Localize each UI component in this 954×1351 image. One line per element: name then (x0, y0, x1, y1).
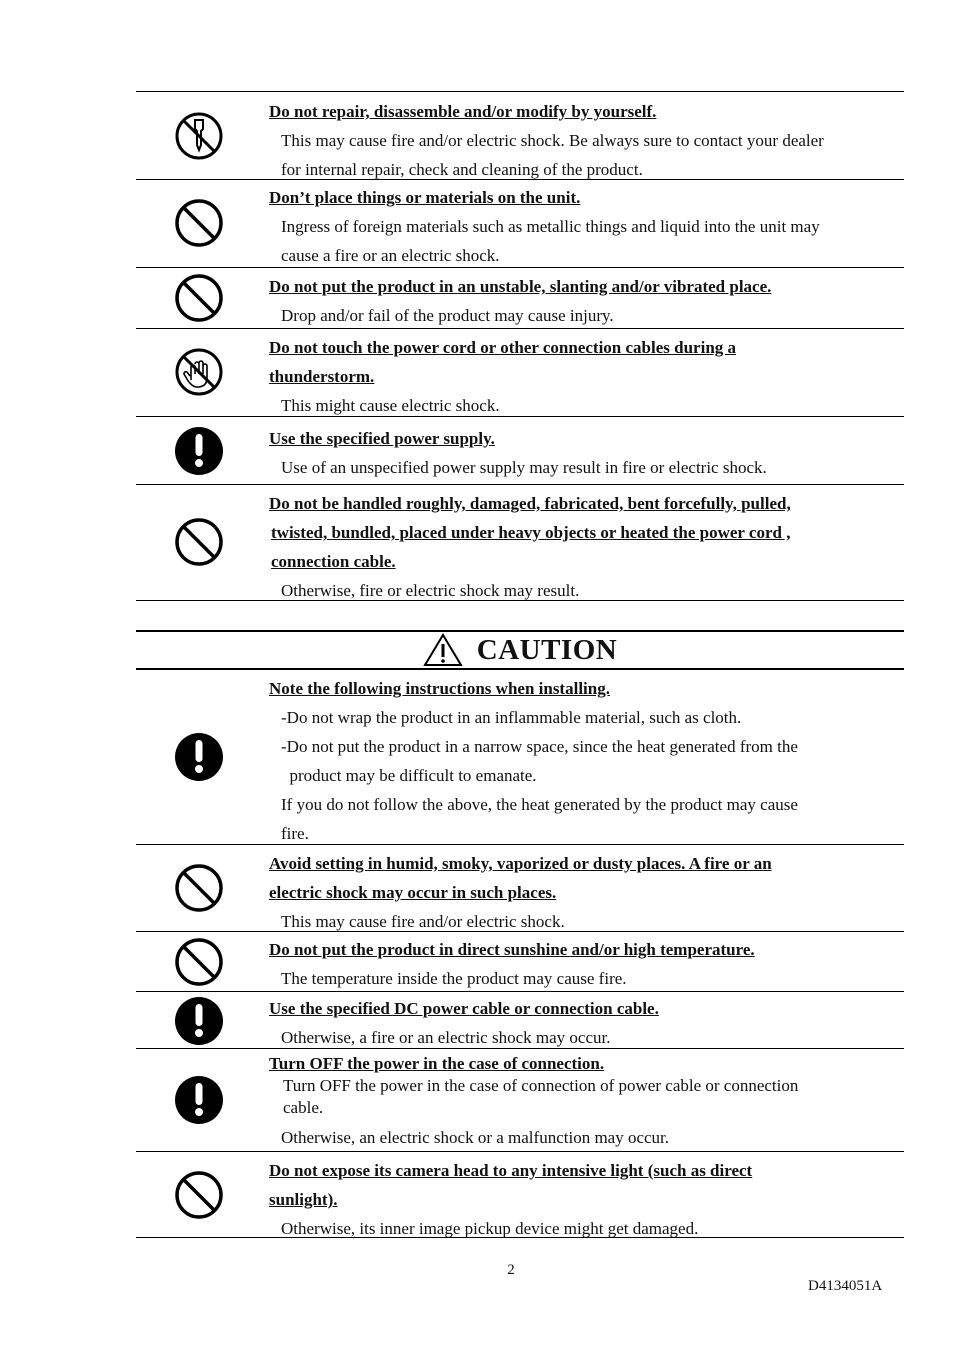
caution-title-text: Do not expose its camera head to any intensive light (such as direct (269, 1161, 753, 1180)
warning-title: thunderstorm. (269, 367, 375, 386)
warning-body-line: This might cause electric shock. (281, 396, 500, 415)
caution-row (136, 931, 904, 991)
caution-body-line: The temperature inside the product may cause fire. (281, 969, 627, 988)
warning-body-line: Drop and/or fail of the product may cause injury. (281, 306, 614, 325)
warning-row (136, 416, 904, 484)
warning-row (136, 267, 904, 328)
caution-body-line: This may cause fire and/or electric shock. (281, 912, 565, 931)
caution-body-line: Otherwise, a fire or an electric shock may occur. (281, 1028, 611, 1047)
warning-title: Do not touch the power cord or other connection cables during a (269, 338, 737, 357)
caution-title-text: sunlight). (269, 1190, 338, 1209)
mandatory-icon (174, 1075, 224, 1125)
caution-row (136, 1048, 904, 1151)
caution-body-line: Otherwise, its inner image pickup device might get damaged. (281, 1219, 699, 1238)
caution-body-line: -Do not put the product in a narrow space, since the heat generated from the (281, 737, 798, 756)
mandatory-icon (174, 996, 224, 1046)
warning-title: connection cable. (271, 552, 396, 571)
no-touch-icon (174, 347, 224, 397)
caution-row (136, 1151, 904, 1238)
warning-row (136, 91, 904, 179)
warning-title: Do not be handled roughly, damaged, fabricated, bent forcefully, pulled, (269, 494, 791, 513)
caution-title: CAUTION (476, 633, 618, 666)
mandatory-icon (174, 732, 224, 782)
mandatory-icon (174, 426, 224, 476)
warning-title: Use the specified power supply. (269, 429, 495, 448)
caution-title-text: Use the specified DC power cable or connection cable. (269, 999, 659, 1018)
prohibited-icon (174, 198, 224, 248)
caution-row (136, 670, 904, 844)
warning-body-line: Ingress of foreign materials such as metallic things and liquid into the unit may (281, 217, 820, 236)
caution-body-line: Turn OFF the power in the case of connection of power cable or connection (283, 1076, 799, 1095)
page-number: 2 (507, 1262, 515, 1278)
no-disassemble-icon (174, 111, 224, 161)
warning-title: Don’t place things or materials on the unit. (269, 188, 581, 207)
document-id: D4134051A (808, 1278, 883, 1294)
prohibited-icon (174, 937, 224, 987)
warning-body-line: Otherwise, fire or electric shock may result. (281, 581, 580, 600)
prohibited-icon (174, 517, 224, 567)
caution-title-text: electric shock may occur in such places. (269, 883, 557, 902)
warning-triangle-icon (423, 633, 463, 667)
caution-title-text: Turn OFF the power in the case of connection. (269, 1054, 605, 1073)
warning-row (136, 328, 904, 416)
prohibited-icon (174, 863, 224, 913)
warning-row (136, 179, 904, 267)
caution-body-line: Otherwise, an electric shock or a malfunction may occur. (281, 1128, 670, 1147)
caution-body-line: cable. (283, 1098, 324, 1117)
caution-body-line: If you do not follow the above, the heat generated by the product may cause (281, 795, 798, 814)
warning-title: Do not put the product in an unstable, slanting and/or vibrated place. (269, 277, 772, 296)
warning-title: twisted, bundled, placed under heavy objects or heated the power cord , (271, 523, 791, 542)
warning-body-line: cause a fire or an electric shock. (281, 246, 500, 265)
caution-row (136, 991, 904, 1048)
warning-body-line: for internal repair, check and cleaning of the product. (281, 160, 643, 179)
caution-title-text: Avoid setting in humid, smoky, vaporized or dusty places. A fire or an (269, 854, 772, 873)
caution-body-line: -Do not wrap the product in an inflammable material, such as cloth. (281, 708, 742, 727)
caution-title-text: Note the following instructions when installing. (269, 679, 610, 698)
warning-body-line: This may cause fire and/or electric shock. Be always sure to contact your dealer (281, 131, 824, 150)
warning-title: Do not repair, disassemble and/or modify by yourself. (269, 102, 657, 121)
warning-row (136, 484, 904, 601)
caution-title-text: Do not put the product in direct sunshine and/or high temperature. (269, 940, 755, 959)
prohibited-icon (174, 1170, 224, 1220)
caution-body-line: fire. (281, 824, 309, 843)
caution-row (136, 844, 904, 931)
caution-body-line: product may be difficult to emanate. (281, 766, 537, 785)
warning-body-line: Use of an unspecified power supply may result in fire or electric shock. (281, 458, 767, 477)
caution-header (136, 630, 904, 670)
prohibited-icon (174, 273, 224, 323)
